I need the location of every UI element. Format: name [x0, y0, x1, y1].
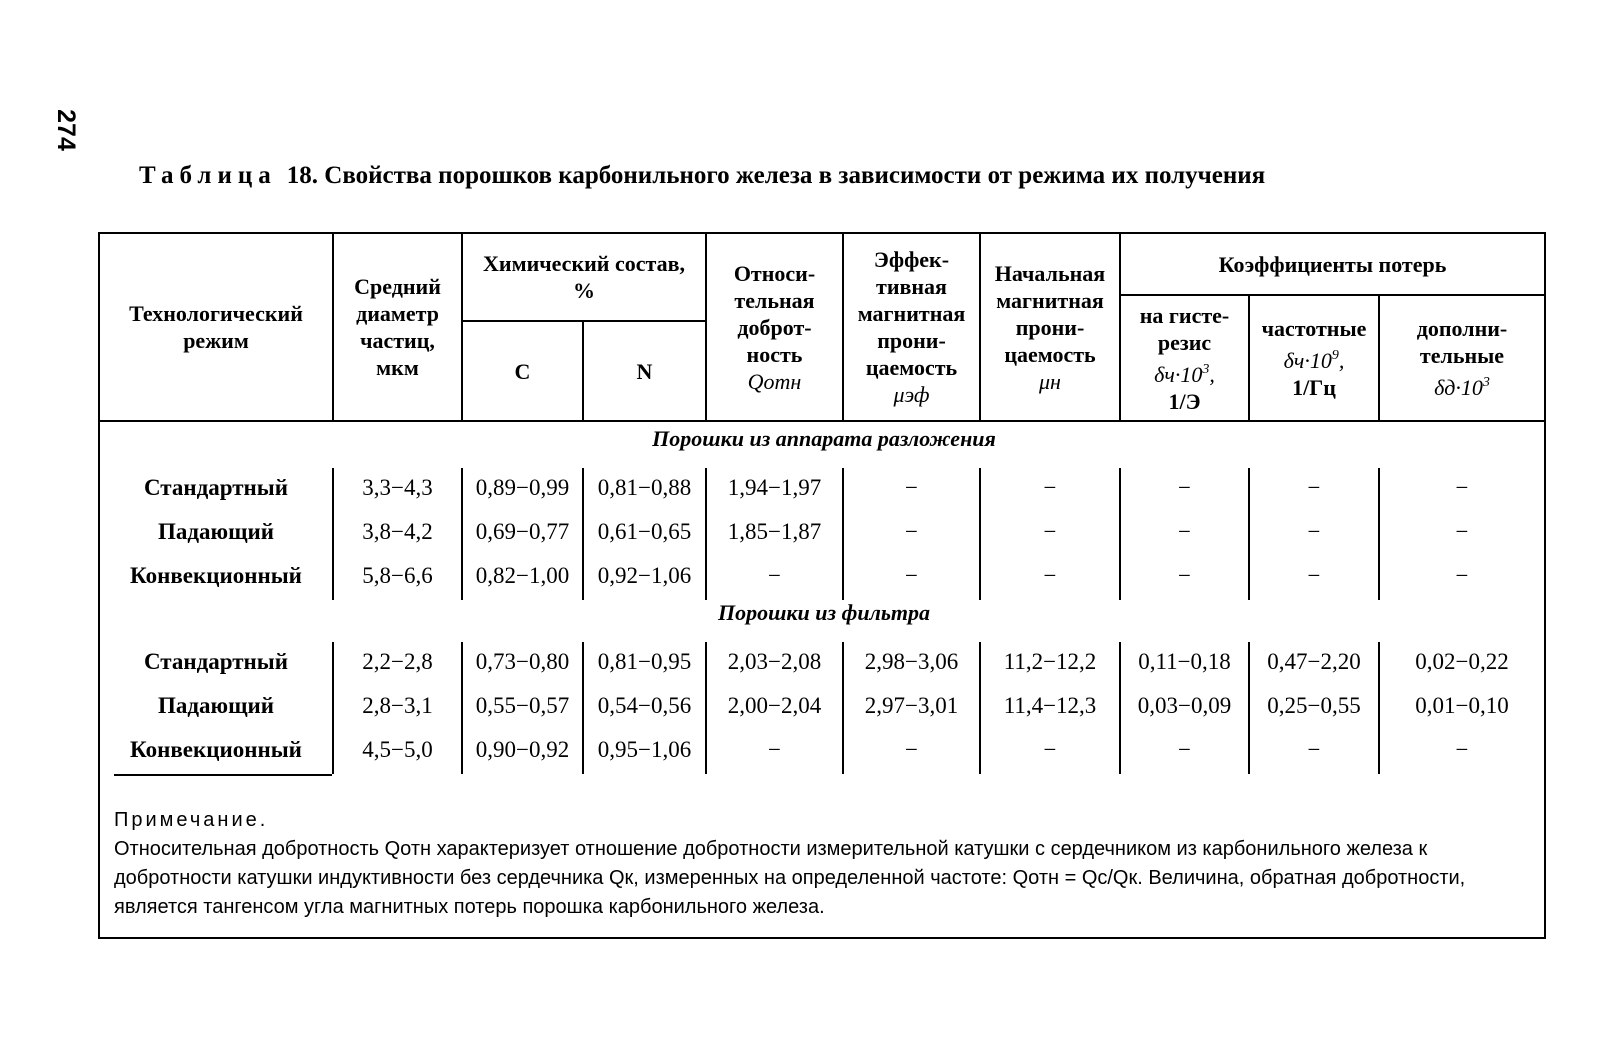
header-nitrogen: N [636, 358, 653, 384]
table-title-text: 18. Свойства порошков карбонильного железа в зависимости от режима их получения [286, 162, 1266, 189]
cell-frequency: − [1307, 737, 1321, 762]
header-additional-symbol: δд·10 [1434, 375, 1483, 400]
cell-mu-ef: − [905, 475, 918, 500]
cell-mu-n: 11,2−12,2 [1003, 649, 1097, 674]
header-frequency-unit: 1/Гц [1292, 375, 1336, 400]
header-frequency-exponent: 9 [1331, 348, 1339, 363]
cell-mu-ef: 2,97−3,01 [864, 693, 959, 718]
cell-diameter: 3,3−4,3 [362, 475, 433, 500]
cell-mode: Конвекционный [130, 563, 302, 588]
header-loss-coefficients: Коэффициенты потерь [1218, 251, 1447, 277]
cell-nitrogen: 0,92−1,06 [597, 563, 692, 588]
header-hysteresis-text: на гисте-резис [1139, 302, 1230, 355]
table-note [114, 806, 1534, 922]
properties-table [98, 232, 1546, 939]
header-chem-composition: Химический состав, % [483, 251, 685, 303]
note-separator [114, 774, 332, 776]
header-additional-exponent: 3 [1482, 375, 1490, 390]
cell-mu-ef: − [905, 563, 918, 588]
header-bottom-rule [100, 420, 1544, 422]
header-hysteresis: на гисте-резис $\delta ч\cdot 10^3$, 1/Э [1121, 296, 1248, 420]
column-divider [1119, 642, 1121, 774]
cell-nitrogen: 0,81−0,88 [597, 475, 692, 500]
header-mode: Технологический режим [129, 301, 303, 353]
cell-hysteresis: 0,11−0,18 [1138, 649, 1231, 674]
cell-frequency: − [1307, 519, 1321, 544]
cell-diameter: 2,8−3,1 [362, 693, 433, 718]
header-hysteresis-symbol: δч·10 [1154, 361, 1203, 387]
cell-nitrogen: 0,61−0,65 [597, 519, 692, 544]
note-title: Примечание. [114, 809, 269, 831]
header-mu-ef-symbol: μэф [893, 382, 930, 407]
column-divider [582, 642, 584, 774]
column-divider [461, 468, 463, 600]
cell-q-rel: 1,94−1,97 [727, 475, 822, 500]
cell-diameter: 3,8−4,2 [362, 519, 433, 544]
header-mu-ef [844, 234, 979, 420]
cell-additional: − [1455, 519, 1469, 544]
column-divider [705, 468, 707, 600]
cell-frequency: 0,47−2,20 [1267, 649, 1361, 674]
cell-mode: Конвекционный [130, 737, 302, 762]
cell-diameter: 5,8−6,6 [362, 563, 433, 588]
cell-carbon: 0,69−0,77 [475, 519, 570, 544]
column-divider [461, 642, 463, 774]
cell-q-rel: 2,00−2,04 [727, 693, 822, 718]
cell-additional: − [1455, 563, 1469, 588]
header-frequency: частотные $\delta ч\cdot 10^9$, 1/Гц [1261, 316, 1367, 400]
header-carbon: C [514, 358, 531, 384]
cell-frequency: − [1307, 563, 1321, 588]
page-number: 274 [52, 109, 81, 151]
table-title [139, 162, 1539, 190]
cell-nitrogen: 0,95−1,06 [597, 737, 692, 762]
cell-mu-ef: − [905, 737, 918, 762]
cell-diameter: 2,2−2,8 [362, 649, 433, 674]
cell-diameter: 4,5−5,0 [362, 737, 433, 762]
header-q-rel [707, 234, 842, 420]
cell-carbon: 0,89−0,99 [475, 475, 570, 500]
cell-q-rel: − [768, 737, 781, 762]
cell-q-rel: − [768, 563, 781, 588]
cell-mode: Падающий [157, 693, 275, 718]
header-additional-text: дополни-тельные [1416, 316, 1508, 368]
cell-mu-n: 11,4−12,3 [1003, 693, 1097, 718]
cell-hysteresis: 0,03−0,09 [1137, 693, 1232, 718]
section-title: Порошки из фильтра [717, 600, 931, 625]
cell-frequency: 0,25−0,55 [1267, 693, 1361, 718]
cell-additional: 0,01−0,10 [1415, 693, 1509, 718]
column-divider [842, 642, 844, 774]
cell-mu-n: − [1043, 737, 1057, 762]
header-mu-n-symbol: μн [1039, 368, 1061, 394]
header-mu-n [981, 234, 1119, 420]
cell-carbon: 0,90−0,92 [475, 737, 570, 762]
cell-hysteresis: − [1178, 519, 1191, 544]
header-frequency-symbol: δч·10 [1283, 348, 1332, 373]
cell-hysteresis: − [1178, 563, 1191, 588]
cell-mode: Стандартный [143, 649, 289, 674]
header-hysteresis-unit: 1/Э [1168, 388, 1201, 414]
header-q-rel-text: Относи-тельная доброт-ность [733, 260, 816, 367]
column-divider [582, 468, 584, 600]
cell-additional: − [1455, 475, 1469, 500]
cell-nitrogen: 0,54−0,56 [597, 693, 692, 718]
column-divider [979, 642, 981, 774]
column-divider [705, 642, 707, 774]
column-divider [332, 468, 334, 600]
cell-frequency: − [1307, 475, 1321, 500]
table-title-label: Таблица [139, 162, 277, 189]
column-divider [1378, 642, 1380, 774]
cell-carbon: 0,73−0,80 [475, 649, 570, 674]
cell-mu-n: − [1043, 563, 1057, 588]
header-mu-n-text: Начальная магнитная прони-цаемость [994, 260, 1106, 367]
header-hysteresis-exponent: 3 [1202, 361, 1210, 377]
cell-mu-n: − [1043, 475, 1057, 500]
cell-carbon: 0,82−1,00 [475, 563, 570, 588]
header-diameter: Средний диаметр частиц, мкм [354, 274, 441, 380]
cell-mu-ef: − [905, 519, 918, 544]
cell-carbon: 0,55−0,57 [475, 693, 570, 718]
header-mu-ef-text: Эффек-тивная магнитная прони-цаемость [857, 247, 966, 380]
column-divider [979, 468, 981, 600]
cell-additional: − [1455, 737, 1469, 762]
cell-q-rel: 1,85−1,87 [727, 519, 822, 544]
column-divider [1248, 468, 1250, 600]
cell-additional: 0,02−0,22 [1415, 649, 1509, 674]
cell-mode: Стандартный [143, 475, 289, 500]
header-q-rel-symbol: Qотн [747, 368, 802, 394]
section-title: Порошки из аппарата разложения [652, 426, 996, 451]
header-frequency-text: частотные [1261, 316, 1367, 341]
cell-mu-ef: 2,98−3,06 [864, 649, 959, 674]
cell-q-rel: 2,03−2,08 [727, 649, 822, 674]
note-text: Относительная добротность Qотн характеризует отношение добротности измерительной катушки с сердечником из карбонильного железа к добротности катушки индуктивности без сердечника Qк, измеренных на определенной частоте: Qотн = Qс/Qк. Величина, обратная добротности, является тангенсом угла магнитных потерь порошка карбонильного железа. [114, 838, 1466, 918]
cell-mu-n: − [1043, 519, 1057, 544]
column-divider [842, 468, 844, 600]
cell-hysteresis: − [1178, 737, 1191, 762]
column-divider [332, 642, 334, 774]
cell-nitrogen: 0,81−0,95 [597, 649, 692, 674]
cell-hysteresis: − [1178, 475, 1191, 500]
column-divider [1248, 642, 1250, 774]
column-divider [1119, 468, 1121, 600]
header-additional [1380, 296, 1544, 420]
column-divider [1378, 468, 1380, 600]
cell-mode: Падающий [157, 519, 275, 544]
